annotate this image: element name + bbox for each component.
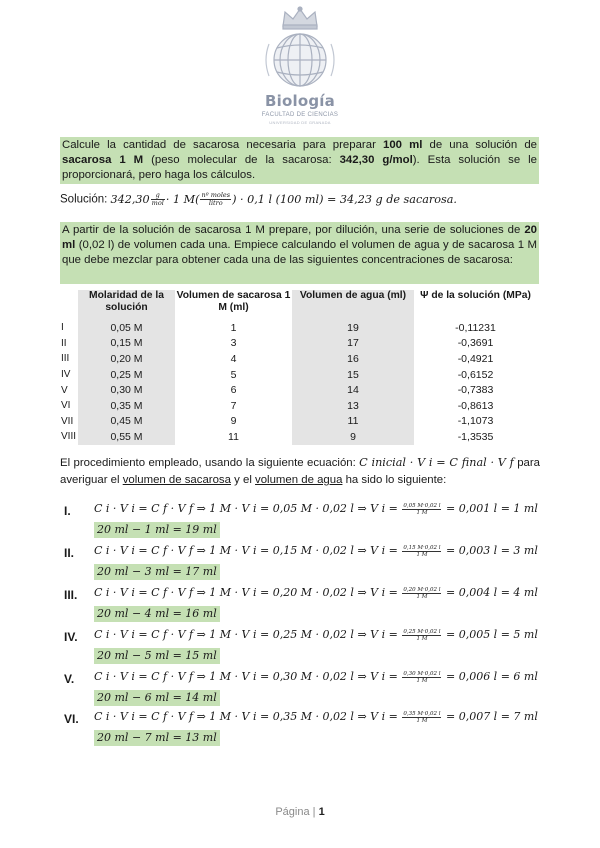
table-cell: 0,25 M xyxy=(78,367,175,383)
table-header: Ψ de la solución (MPa) xyxy=(420,290,531,301)
table-cell: -0,6152 xyxy=(457,368,494,381)
task-2-text: A partir de la solución de sacarosa 1 M prepare, por dilución, una serie de soluciones de xyxy=(62,224,525,236)
task-2-bold: 20 ml xyxy=(62,224,537,251)
row-label: VII xyxy=(61,415,74,427)
step-result: 20 ml − 6 ml = 14 ml xyxy=(94,690,220,706)
table-cell: 9 xyxy=(230,415,237,428)
procedure-text: ha sido lo siguiente: xyxy=(342,474,447,486)
formula-part: 342,30 xyxy=(110,192,150,206)
row-label: VIII xyxy=(61,431,77,443)
step-result: 20 ml − 7 ml = 13 ml xyxy=(94,730,220,746)
task-1-text: Calcule la cantidad de sacarosa necesaria para preparar xyxy=(62,139,383,151)
calculation-step xyxy=(60,625,540,667)
procedure-text: El procedimiento empleado, usando la siguiente ecuación: xyxy=(60,457,360,469)
row-label: IV xyxy=(61,369,71,381)
step-equation xyxy=(94,541,538,561)
table-cell: 13 xyxy=(292,398,414,414)
procedure-text: y el xyxy=(230,474,256,486)
table-cell: -0,8613 xyxy=(457,399,494,412)
table-cell: 0,45 M xyxy=(78,414,175,430)
calculation-step xyxy=(60,583,540,625)
step-result: 20 ml − 3 ml = 17 ml xyxy=(94,564,220,580)
fraction-numerator: g xyxy=(151,192,165,200)
equation-lhs: C i · V i = C f · V f ⇒ 1 M · V i = 0,15 M · 0,02 l ⇒ V i = xyxy=(94,544,398,557)
table-cell: 1 xyxy=(230,321,237,334)
table-cell: 0,15 M xyxy=(78,336,175,352)
fraction-denominator: 1 M xyxy=(416,551,428,558)
table-cell: 19 xyxy=(292,320,414,336)
table-header: Volumen de sacarosa 1 M (ml) xyxy=(176,290,291,313)
table-row xyxy=(60,367,537,383)
table-header: Volumen de agua (ml) xyxy=(292,290,414,320)
task-1-text: ). Esta solución se le proporcionará, pero haga los cálculos. xyxy=(62,154,537,181)
step-equation xyxy=(94,625,538,645)
table-header: Molaridad de la solución xyxy=(78,290,175,320)
fraction-denominator: 1 M xyxy=(416,593,428,600)
logo-subtitle: FACULTAD DE CIENCIAS xyxy=(261,112,339,118)
task-1-bold: 342,30 g/mol xyxy=(339,154,413,166)
solution-label: Solución: xyxy=(60,193,108,206)
fraction-denominator: litro xyxy=(208,199,223,207)
task-1-box xyxy=(60,137,539,184)
footer-label: Página xyxy=(275,806,310,818)
procedure-text: para averiguar el xyxy=(60,457,540,486)
table-cell: 16 xyxy=(292,351,414,367)
formula-part: ) · 0,1 l (100 ml) = 34,23 g de sacarosa. xyxy=(232,192,457,206)
row-label: II xyxy=(61,337,67,349)
step-equation xyxy=(94,583,538,603)
fraction-numerator: nº moles xyxy=(201,191,231,199)
step-number: IV. xyxy=(64,630,78,644)
fraction xyxy=(402,711,441,724)
equation-rhs: = 0,001 l = 1 ml xyxy=(445,502,538,515)
fraction-numerator: 0,15 M·0,02 l xyxy=(403,544,441,551)
step-equation xyxy=(94,499,538,519)
step-number: V. xyxy=(64,672,75,686)
table-cell: 0,30 M xyxy=(78,382,175,398)
logo-university: UNIVERSIDAD DE GRANADA xyxy=(269,120,331,125)
equation-rhs: = 0,007 l = 7 ml xyxy=(445,710,538,723)
fraction xyxy=(151,192,165,207)
equation-lhs: C i · V i = C f · V f ⇒ 1 M · V i = 0,05 M · 0,02 l ⇒ V i = xyxy=(94,502,398,515)
table-cell: 15 xyxy=(292,367,414,383)
row-label: V xyxy=(61,384,68,396)
procedure-paragraph xyxy=(60,454,540,489)
procedure-underline: volumen de agua xyxy=(255,474,343,486)
equation-rhs: = 0,005 l = 5 ml xyxy=(445,628,538,641)
table-cell: -1,3535 xyxy=(457,430,494,443)
step-number: II. xyxy=(64,546,75,560)
table-cell: -0,11231 xyxy=(455,321,496,334)
solution-formula xyxy=(111,193,457,206)
equation-rhs: = 0,004 l = 4 ml xyxy=(445,586,538,599)
equation-lhs: C i · V i = C f · V f ⇒ 1 M · V i = 0,35 M · 0,02 l ⇒ V i = xyxy=(94,710,398,723)
footer-separator: | xyxy=(312,806,316,818)
equation-lhs: C i · V i = C f · V f ⇒ 1 M · V i = 0,25 M · 0,02 l ⇒ V i = xyxy=(94,628,398,641)
row-label: I xyxy=(61,322,64,334)
table-body xyxy=(60,320,537,445)
table-row xyxy=(60,414,537,430)
equation-lhs: C i · V i = C f · V f ⇒ 1 M · V i = 0,30 M · 0,02 l ⇒ V i = xyxy=(94,670,398,683)
page-footer xyxy=(0,806,600,818)
fraction-numerator: 0,05 M·0,02 l xyxy=(403,502,441,509)
fraction-denominator: mol xyxy=(151,199,164,207)
table-cell: 0,55 M xyxy=(78,429,175,445)
table-cell: 0,05 M xyxy=(78,320,175,336)
fraction-numerator: 0,30 M·0,02 l xyxy=(403,670,441,677)
step-equation xyxy=(94,667,538,687)
crown-globe-emblem-icon xyxy=(253,4,347,92)
task-1-bold: 100 ml xyxy=(382,139,423,151)
calculation-step xyxy=(60,541,540,583)
table-cell: 5 xyxy=(230,368,237,381)
procedure-equation: C inicial · V i = C final · V f xyxy=(359,456,514,469)
equation-rhs: = 0,006 l = 6 ml xyxy=(445,670,538,683)
task-2-box xyxy=(60,222,539,284)
table-cell: -1,1073 xyxy=(457,415,494,428)
procedure-underline: volumen de sacarosa xyxy=(122,474,231,486)
table-cell: 7 xyxy=(230,399,237,412)
fraction-denominator: 1 M xyxy=(416,717,428,724)
fraction-numerator: 0,35 M·0,02 l xyxy=(403,710,441,717)
table-row xyxy=(60,320,537,336)
page-number: 1 xyxy=(318,806,325,818)
table-row xyxy=(60,351,537,367)
fraction-denominator: 1 M xyxy=(416,677,428,684)
step-result: 20 ml − 5 ml = 15 ml xyxy=(94,648,220,664)
table-cell: 14 xyxy=(292,382,414,398)
table-cell: 9 xyxy=(292,429,414,445)
table-row xyxy=(60,382,537,398)
table-cell: -0,7383 xyxy=(457,384,494,397)
fraction-numerator: 0,25 M·0,02 l xyxy=(403,628,441,635)
table-cell: 11 xyxy=(292,414,414,430)
step-number: VI. xyxy=(64,712,79,726)
dilution-table xyxy=(60,290,537,445)
table-row xyxy=(60,398,537,414)
fraction-numerator: 0,20 M·0,02 l xyxy=(403,586,441,593)
table-cell: -0,4921 xyxy=(457,352,494,365)
fraction xyxy=(402,503,441,516)
logo-title: Biología xyxy=(265,92,335,110)
calculation-step xyxy=(60,499,540,541)
table-row xyxy=(60,336,537,352)
calculation-step xyxy=(60,707,540,749)
step-result: 20 ml − 4 ml = 16 ml xyxy=(94,606,220,622)
table-cell: 4 xyxy=(230,352,237,365)
table-row xyxy=(60,429,537,445)
table-cell: -0,3691 xyxy=(457,337,494,350)
fraction-denominator: 1 M xyxy=(416,635,428,642)
table-corner xyxy=(60,290,78,320)
fraction xyxy=(402,545,441,558)
fraction xyxy=(402,629,441,642)
step-number: III. xyxy=(64,588,78,602)
step-result: 20 ml − 1 ml = 19 ml xyxy=(94,522,220,538)
table-header-row xyxy=(60,290,537,320)
task-1-text: de una solución de xyxy=(422,139,538,151)
table-cell: 0,20 M xyxy=(78,351,175,367)
fraction-denominator: 1 M xyxy=(416,509,428,516)
faculty-logo xyxy=(0,0,600,132)
step-number: I. xyxy=(64,504,71,518)
formula-part: · 1 M( xyxy=(165,192,200,206)
row-label: VI xyxy=(61,400,71,412)
task-1-text: (peso molecular de la sacarosa: xyxy=(143,154,340,166)
solution-line xyxy=(60,192,457,207)
task-2-text: (0,02 l) de volumen cada una. Empiece calculando el volumen de agua y de sacarosa 1 M que debe mezclar para obtener cada una de las siguientes concentraciones de sacarosa: xyxy=(62,239,537,266)
table-cell: 6 xyxy=(230,384,237,397)
calculation-step xyxy=(60,667,540,709)
fraction xyxy=(200,192,231,207)
task-1-bold: sacarosa 1 M xyxy=(62,154,144,166)
table-cell: 17 xyxy=(292,336,414,352)
equation-rhs: = 0,003 l = 3 ml xyxy=(445,544,538,557)
table-cell: 0,35 M xyxy=(78,398,175,414)
table-cell: 3 xyxy=(230,337,237,350)
step-equation xyxy=(94,707,538,727)
fraction xyxy=(402,587,441,600)
row-label: III xyxy=(61,353,70,365)
table-cell: 11 xyxy=(228,430,239,443)
fraction xyxy=(402,671,441,684)
equation-lhs: C i · V i = C f · V f ⇒ 1 M · V i = 0,20 M · 0,02 l ⇒ V i = xyxy=(94,586,398,599)
